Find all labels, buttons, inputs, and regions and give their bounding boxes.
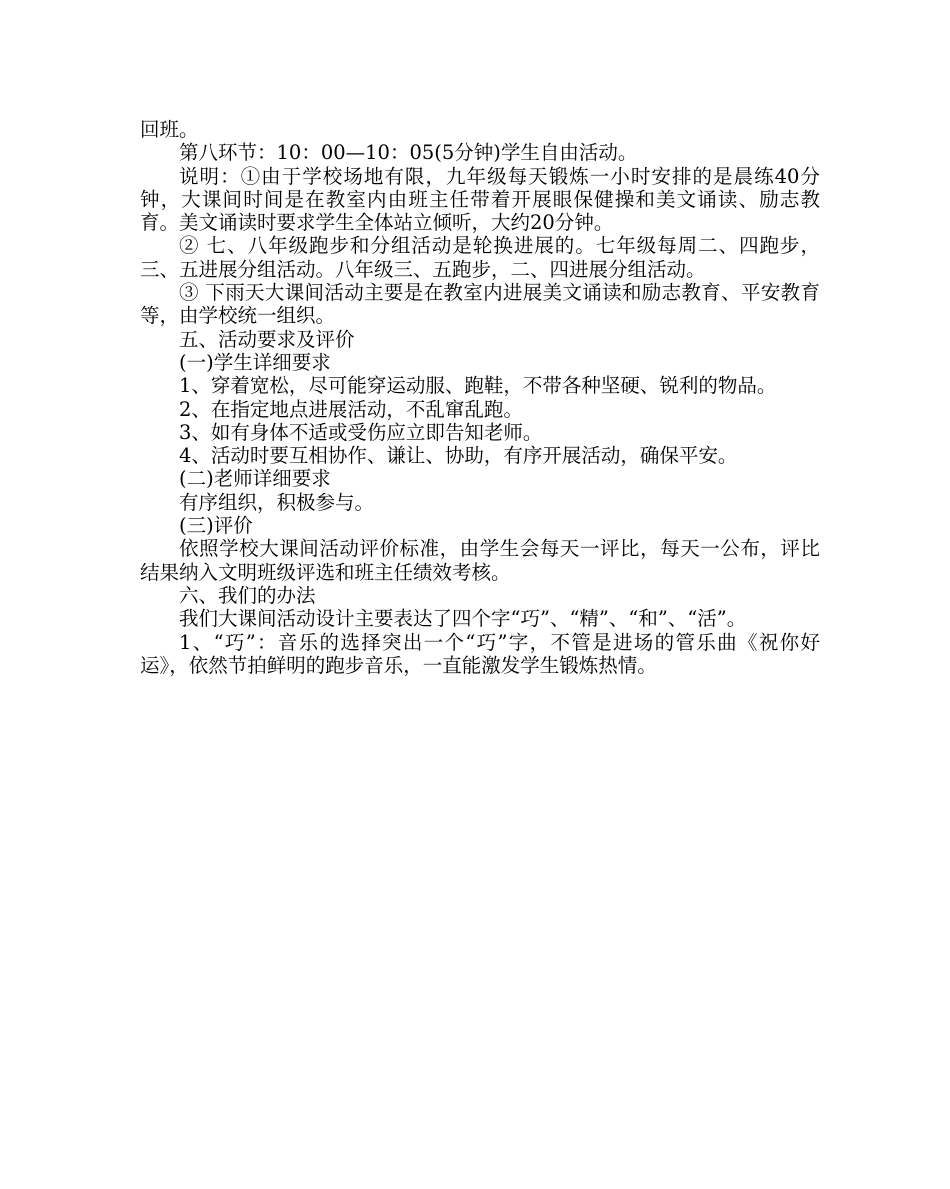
paragraph: 说明：①由于学校场地有限，九年级每天锻炼一小时安排的是晨练40分钟，大课间时间是在教室内由班主任带着开展眼保健操和美文诵读、励志教育。美文诵读时要求学生全体站立倾听，大约20分钟。 bbox=[140, 164, 820, 235]
list-item: 3、如有身体不适或受伤应立即告知老师。 bbox=[179, 420, 543, 444]
section-heading: 六、我们的办法 bbox=[179, 583, 316, 607]
subsection-heading: (三)评价 bbox=[179, 514, 253, 538]
paragraph: 第八环节：10：00—10：05(5分钟)学生自由活动。 bbox=[179, 141, 638, 165]
list-item: 2、在指定地点进展活动，不乱窜乱跑。 bbox=[179, 397, 523, 421]
document-page bbox=[140, 118, 820, 677]
section-heading: 五、活动要求及评价 bbox=[179, 327, 355, 351]
list-item: 1、穿着宽松，尽可能穿运动服、跑鞋，不带各种坚硬、锐利的物品。 bbox=[179, 374, 777, 398]
paragraph: 1、“巧”：音乐的选择突出一个“巧”字，不管是进场的管乐曲《祝你好运》，依然节拍鲜明的跑步音乐，一直能激发学生锻炼热情。 bbox=[140, 630, 820, 677]
paragraph: 依照学校大课间活动评价标准，由学生会每天一评比，每天一公布，评比结果纳入文明班级评选和班主任绩效考核。 bbox=[140, 537, 820, 584]
list-item: 4、活动时要互相协作、谦让、协助，有序开展活动，确保平安。 bbox=[179, 444, 738, 468]
paragraph: ② 七、八年级跑步和分组活动是轮换进展的。七年级每周二、四跑步，三、五进展分组活动。八年级三、五跑步，二、四进展分组活动。 bbox=[140, 234, 820, 281]
paragraph: 回班。 bbox=[140, 118, 199, 141]
subsection-heading: (二)老师详细要求 bbox=[179, 467, 331, 491]
paragraph: ③ 下雨天大课间活动主要是在教室内进展美文诵读和励志教育、平安教育等，由学校统一组织。 bbox=[140, 281, 820, 328]
paragraph: 有序组织，积极参与。 bbox=[179, 490, 375, 514]
paragraph: 我们大课间活动设计主要表达了四个字“巧”、“精”、“和”、“活”。 bbox=[179, 607, 747, 631]
subsection-heading: (一)学生详细要求 bbox=[179, 350, 331, 374]
